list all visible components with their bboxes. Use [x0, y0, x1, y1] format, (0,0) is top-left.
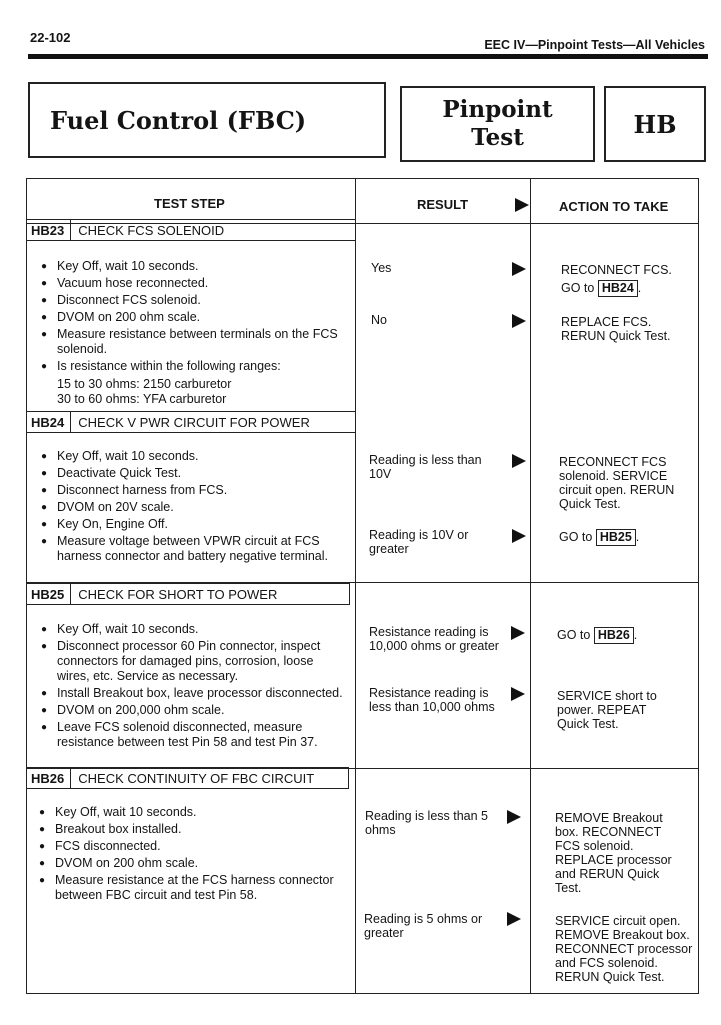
step-bullets-hb23	[41, 259, 341, 376]
column-divider-1	[355, 179, 356, 993]
result-arrow-icon	[512, 454, 526, 468]
result-arrow-icon	[511, 626, 525, 640]
goto-ref-hb25[interactable]: HB25	[596, 529, 636, 546]
action-text: REPLACE FCS. RERUN Quick Test.	[561, 315, 671, 343]
column-header-result: RESULT	[417, 197, 469, 212]
result-text: No	[371, 313, 387, 327]
step-title: CHECK FCS SOLENOID	[78, 222, 225, 238]
goto-prefix: GO to	[561, 281, 595, 295]
result-arrow-icon	[512, 314, 526, 328]
step-title: CHECK FOR SHORT TO POWER	[78, 586, 278, 602]
bullet-item: ● Vacuum hose reconnected.	[41, 276, 341, 291]
step-bullets-hb26	[39, 805, 345, 905]
result-text: Reading is less than 10V	[369, 453, 482, 481]
resistance-range-2150: 15 to 30 ohms: 2150 carburetor	[57, 377, 232, 391]
bullet-item: ● Key Off, wait 10 seconds.	[41, 622, 345, 637]
action-text: RECONNECT FCS solenoid. SERVICE circuit open. RERUN Quick Test.	[559, 455, 675, 511]
resistance-range-yfa: 30 to 60 ohms: YFA carburetor	[57, 392, 227, 406]
result-text: Resistance reading is 10,000 ohms or greater	[369, 625, 499, 653]
result-arrow-icon	[507, 810, 521, 824]
result-arrow-icon	[507, 912, 521, 926]
bullet-item: ● Breakout box installed.	[39, 822, 345, 837]
column-divider-2	[530, 179, 531, 993]
result-arrow-icon	[512, 262, 526, 276]
goto-prefix: GO to	[559, 530, 593, 544]
bullet-item: ● Measure resistance between terminals on the FCS solenoid.	[41, 327, 341, 357]
result-text: Resistance reading is less than 10,000 ohms	[369, 686, 495, 714]
goto-suffix: .	[633, 628, 638, 642]
goto-suffix: .	[635, 530, 640, 544]
step-code: HB24	[27, 412, 71, 432]
pinpoint-line-2: Test	[471, 124, 524, 151]
bullet-item: ● Leave FCS solenoid disconnected, measure resistance between test Pin 58 and test Pin 37.	[41, 720, 345, 750]
bullet-item: ● DVOM on 200 ohm scale.	[41, 310, 341, 325]
bullet-item: ● DVOM on 20V scale.	[41, 500, 341, 515]
bullet-item: ● Key On, Engine Off.	[41, 517, 341, 532]
test-code: HB	[633, 109, 677, 139]
action-text: SERVICE short to power. REPEAT Quick Test.	[557, 689, 657, 731]
step-header-hb25	[27, 583, 350, 605]
pinpoint-line-1: Pinpoint	[442, 96, 553, 123]
result-arrow-icon	[512, 529, 526, 543]
bullet-item: ● Disconnect processor 60 Pin connector, inspect connectors for damaged pins, corrosion, loose wires, etc. Service as necessary.	[41, 639, 345, 684]
step-code: HB25	[27, 584, 71, 604]
bullet-item: ● Disconnect FCS solenoid.	[41, 293, 341, 308]
pinpoint-test-box	[400, 86, 595, 162]
pinpoint-test-label	[442, 96, 552, 152]
step-header-hb24	[27, 411, 356, 433]
action-goto	[561, 280, 693, 297]
title-box	[28, 82, 386, 158]
step-header-hb23	[27, 219, 356, 241]
goto-prefix: GO to	[557, 628, 591, 642]
step-title: CHECK CONTINUITY OF FBC CIRCUIT	[78, 770, 315, 786]
bullet-item: ● Key Off, wait 10 seconds.	[41, 259, 341, 274]
action-goto	[559, 529, 691, 546]
action-text: REMOVE Breakout box. RECONNECT FCS solenoid. REPLACE processor and RERUN Quick Test.	[555, 811, 672, 895]
bullet-item: ● Install Breakout box, leave processor disconnected.	[41, 686, 345, 701]
step-bullets-hb24	[41, 449, 341, 566]
result-arrow-icon	[511, 687, 525, 701]
bullet-item: ● DVOM on 200 ohm scale.	[39, 856, 345, 871]
goto-ref-hb24[interactable]: HB24	[598, 280, 638, 297]
action-goto	[557, 627, 689, 644]
bullet-item: ● Measure voltage between VPWR circuit at FCS harness connector and battery negative terminal.	[41, 534, 341, 564]
step-bullets-hb25	[41, 622, 345, 752]
step-title: CHECK V PWR CIRCUIT FOR POWER	[78, 414, 310, 430]
goto-suffix: .	[637, 281, 642, 295]
page-number: 22-102	[30, 30, 71, 45]
bullet-item: ● DVOM on 200,000 ohm scale.	[41, 703, 345, 718]
result-arrow-icon	[515, 198, 529, 212]
bullet-item: ● Is resistance within the following ranges:	[41, 359, 341, 374]
bullet-item: ● Key Off, wait 10 seconds.	[39, 805, 345, 820]
running-header: EEC IV—Pinpoint Tests—All Vehicles	[484, 38, 705, 52]
column-header-test-step: TEST STEP	[154, 196, 225, 211]
step-code: HB26	[27, 768, 71, 788]
action-text: RECONNECT FCS.	[561, 263, 672, 277]
result-text: Reading is less than 5 ohms	[365, 809, 488, 837]
result-text: Reading is 5 ohms or greater	[364, 912, 483, 940]
column-header-action: ACTION TO TAKE	[559, 199, 669, 214]
result-text: Reading is 10V or greater	[369, 528, 469, 556]
bullet-item: ● Deactivate Quick Test.	[41, 466, 341, 481]
action-text: SERVICE circuit open. REMOVE Breakout box. RECONNECT processor and FCS solenoid. RERUN Quick Test.	[555, 914, 693, 984]
bullet-item: ● Measure resistance at the FCS harness connector between FBC circuit and test Pin 58.	[39, 873, 345, 903]
bullet-item: ● Key Off, wait 10 seconds.	[41, 449, 341, 464]
page-title: Fuel Control (FBC)	[50, 105, 307, 135]
goto-ref-hb26[interactable]: HB26	[594, 627, 634, 644]
pinpoint-table	[26, 178, 699, 994]
test-code-box	[604, 86, 706, 162]
step-header-hb26	[27, 767, 349, 789]
step-code: HB23	[27, 220, 71, 240]
bullet-item: ● Disconnect harness from FCS.	[41, 483, 341, 498]
result-text: Yes	[371, 261, 392, 275]
header-rule	[28, 54, 708, 59]
bullet-item: ● FCS disconnected.	[39, 839, 345, 854]
